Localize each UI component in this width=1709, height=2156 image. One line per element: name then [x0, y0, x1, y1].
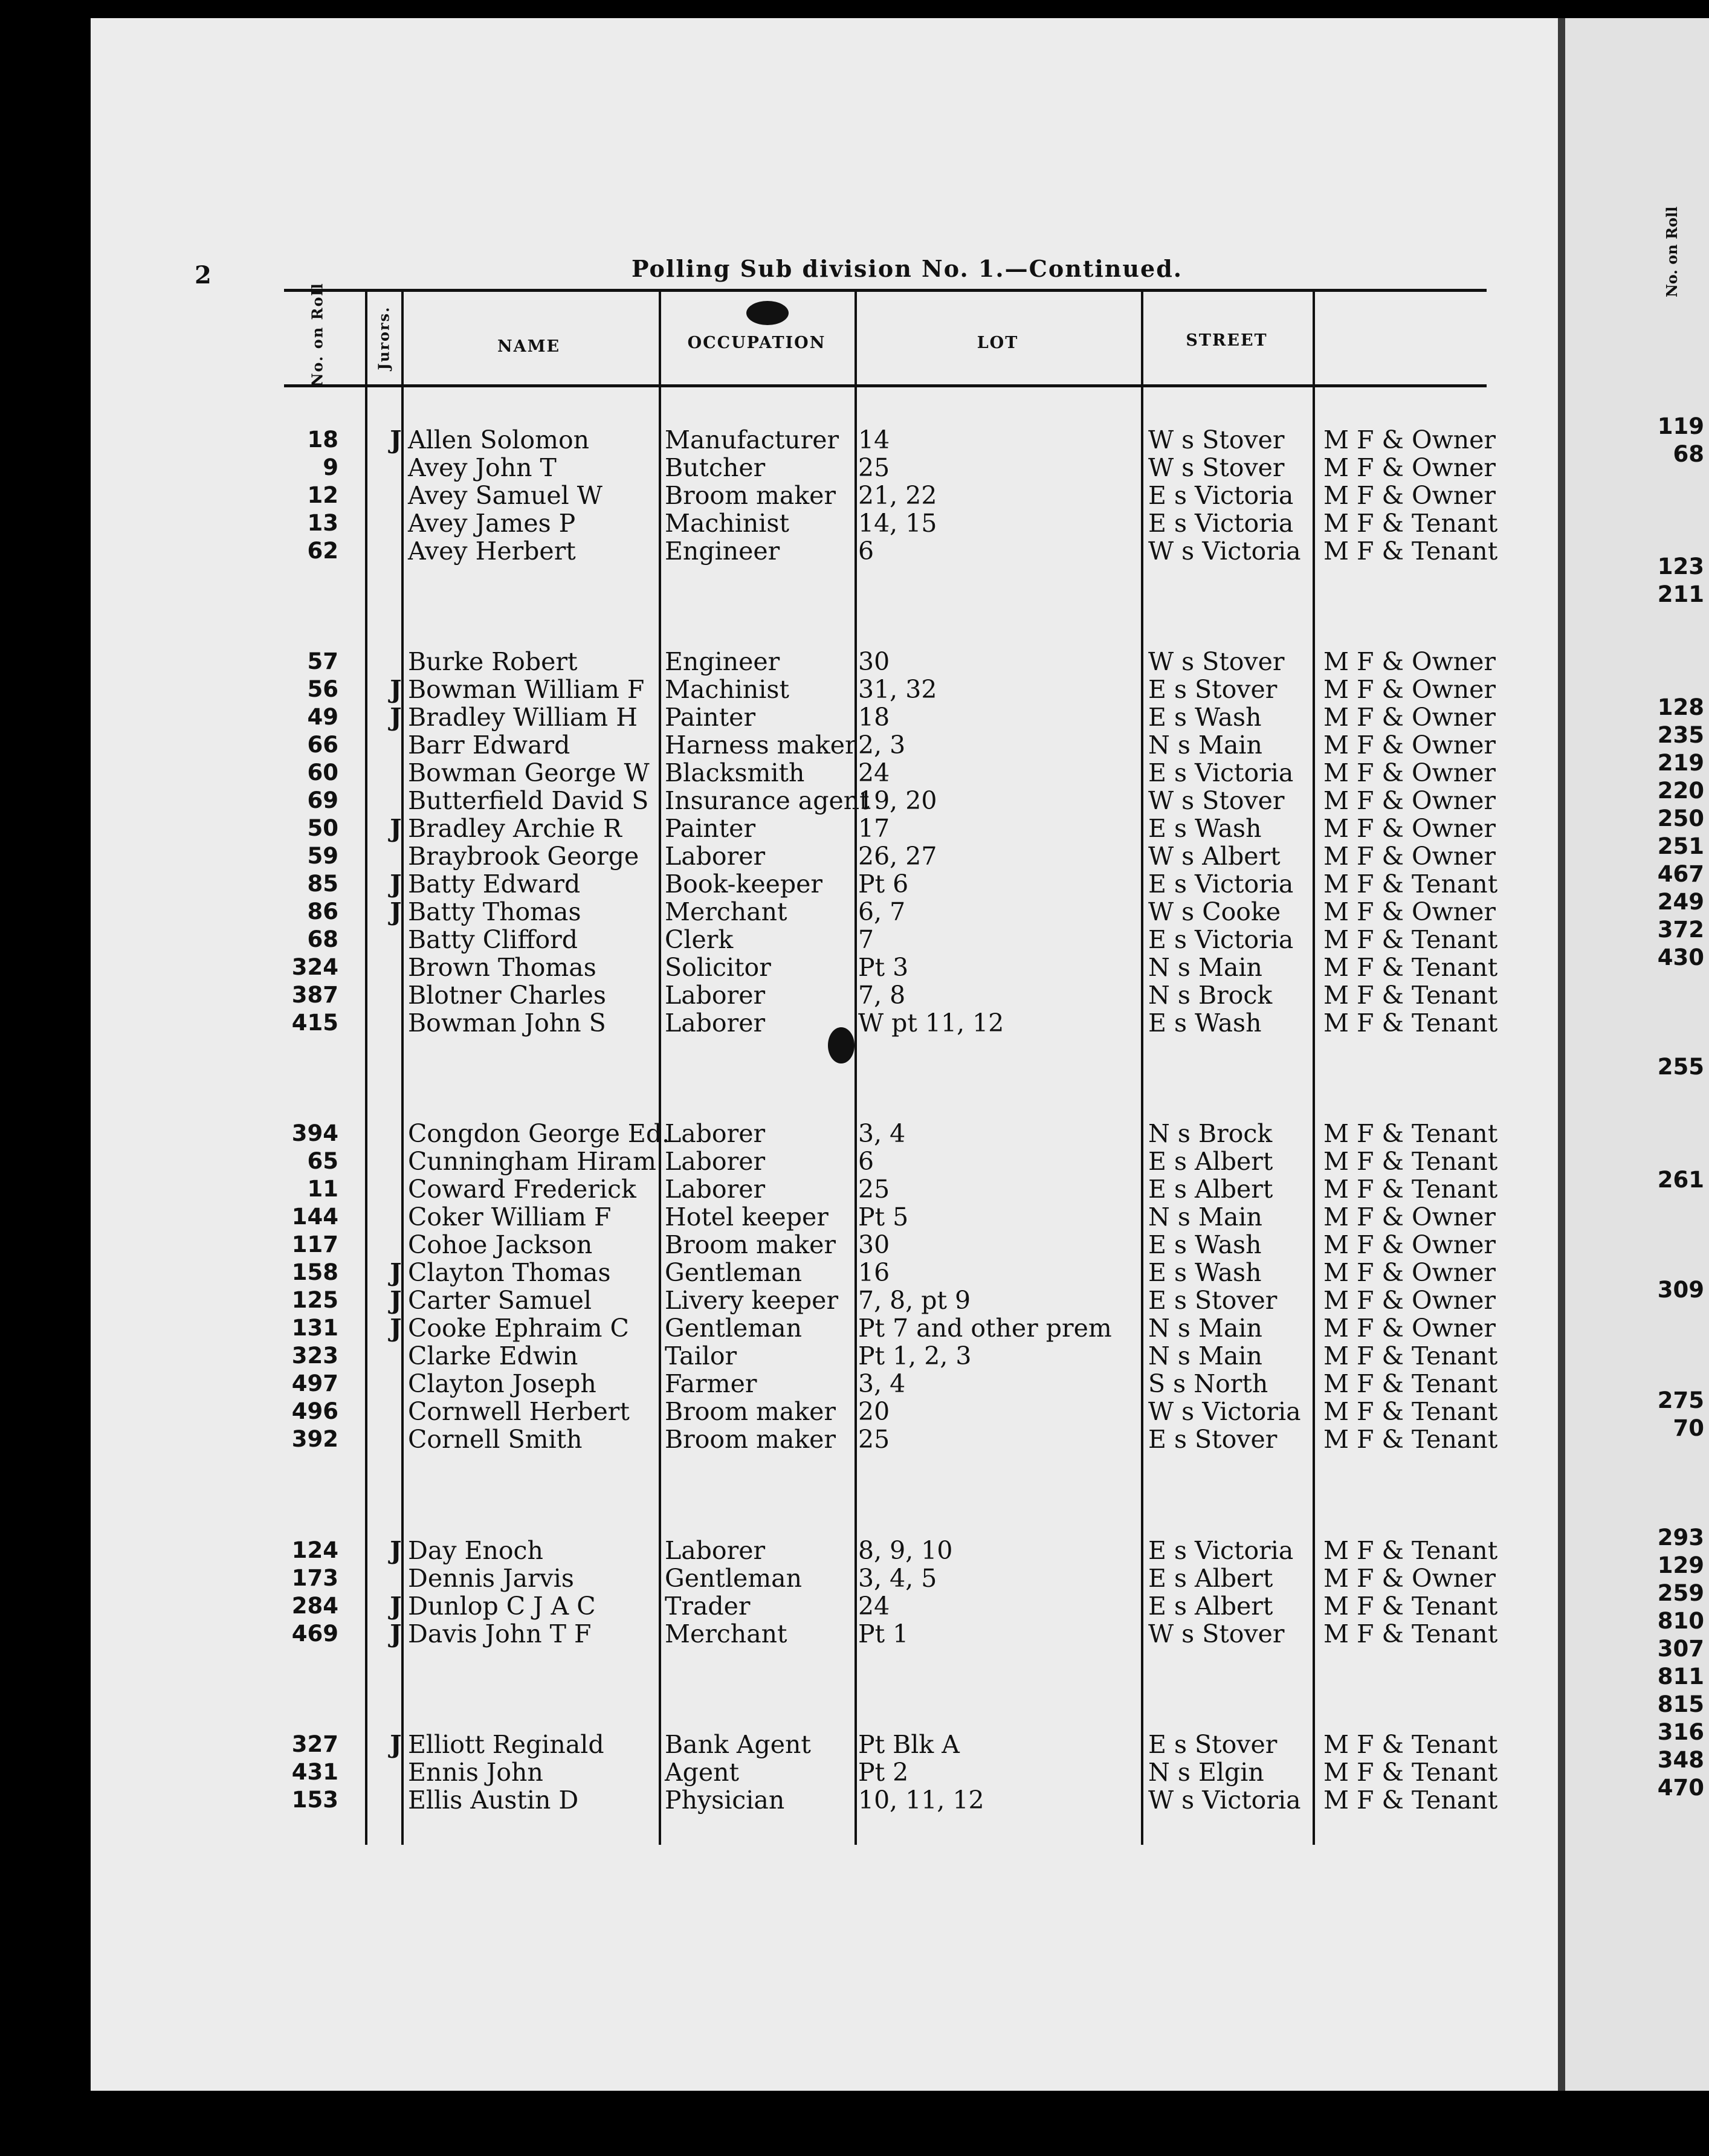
cell-street: E s Albert — [1148, 1147, 1273, 1176]
cell-qual: M F & Tenant — [1323, 1425, 1498, 1454]
cell-name: Cornell Smith — [408, 1425, 583, 1454]
cell-qual: M F & Tenant — [1323, 1341, 1498, 1370]
cell-lot: 31, 32 — [858, 675, 937, 704]
cell-name: Burke Robert — [408, 647, 578, 676]
cell-occ: Hotel keeper — [665, 1202, 829, 1231]
cell-qual: M F & Owner — [1323, 425, 1496, 454]
cell-qual: M F & Tenant — [1323, 1119, 1498, 1148]
cell-occ: Physician — [665, 1786, 785, 1815]
cell-street: W s Cooke — [1148, 897, 1281, 926]
right-page-roll-number: 128 — [1657, 694, 1704, 720]
cell-no: 65 — [307, 1148, 338, 1174]
header-street: STREET — [1186, 331, 1268, 350]
cell-lot: Pt 2 — [858, 1758, 909, 1787]
cell-qual: M F & Tenant — [1323, 953, 1498, 982]
cell-j: J — [390, 703, 402, 732]
cell-street: E s Albert — [1148, 1592, 1273, 1621]
cell-j: J — [390, 1314, 402, 1343]
right-page-roll-number: 250 — [1657, 805, 1704, 831]
cell-qual: M F & Owner — [1323, 897, 1496, 926]
right-page-roll-number: 68 — [1673, 441, 1704, 467]
right-page-roll-number: 129 — [1657, 1552, 1704, 1578]
cell-name: Bowman George W — [408, 758, 650, 787]
cell-lot: 30 — [858, 1230, 890, 1259]
cell-lot: 18 — [858, 703, 890, 732]
cell-qual: M F & Tenant — [1323, 1369, 1498, 1398]
cell-qual: M F & Tenant — [1323, 1730, 1498, 1759]
cell-name: Davis John T F — [408, 1619, 592, 1648]
cell-no: 9 — [323, 454, 338, 480]
cell-occ: Gentleman — [665, 1314, 803, 1343]
cell-qual: M F & Owner — [1323, 453, 1496, 482]
cell-lot: 25 — [858, 453, 890, 482]
cell-street: N s Brock — [1148, 981, 1273, 1010]
cell-occ: Agent — [665, 1758, 739, 1787]
cell-no: 68 — [307, 926, 338, 952]
cell-name: Clarke Edwin — [408, 1341, 578, 1370]
cell-no: 57 — [307, 648, 338, 674]
cell-occ: Broom maker — [665, 1425, 836, 1454]
cell-lot: 26, 27 — [858, 842, 937, 871]
right-page-roll-number: 251 — [1657, 833, 1704, 859]
cell-street: E s Victoria — [1148, 509, 1294, 538]
cell-name: Bradley William H — [408, 703, 638, 732]
cell-lot: 3, 4 — [858, 1119, 906, 1148]
cell-occ: Farmer — [665, 1369, 757, 1398]
cell-occ: Blacksmith — [665, 758, 805, 787]
cell-occ: Laborer — [665, 842, 766, 871]
cell-lot: 2, 3 — [858, 731, 906, 760]
cell-no: 13 — [307, 510, 338, 536]
cell-name: Clayton Thomas — [408, 1258, 611, 1287]
cell-name: Clayton Joseph — [408, 1369, 596, 1398]
cell-no: 497 — [291, 1370, 338, 1396]
cell-name: Blotner Charles — [408, 981, 606, 1010]
cell-name: Dennis Jarvis — [408, 1564, 574, 1593]
cell-j: J — [390, 1536, 402, 1565]
cell-j: J — [390, 1730, 402, 1759]
cell-lot: 3, 4 — [858, 1369, 906, 1398]
cell-occ: Gentleman — [665, 1258, 803, 1287]
cell-name: Elliott Reginald — [408, 1730, 604, 1759]
cell-qual: M F & Owner — [1323, 814, 1496, 843]
right-page-roll-number: 249 — [1657, 889, 1704, 915]
cell-lot: 7, 8, pt 9 — [858, 1286, 971, 1315]
cell-occ: Broom maker — [665, 1397, 836, 1426]
cell-name: Butterfield David S — [408, 786, 649, 815]
cell-street: E s Wash — [1148, 703, 1262, 732]
cell-lot: 30 — [858, 647, 890, 676]
cell-j: J — [390, 1592, 402, 1621]
cell-lot: Pt 3 — [858, 953, 909, 982]
cell-no: 12 — [307, 482, 338, 508]
cell-occ: Painter — [665, 703, 756, 732]
cell-qual: M F & Tenant — [1323, 1397, 1498, 1426]
cell-occ: Laborer — [665, 1536, 766, 1565]
right-page-roll-number: 70 — [1673, 1415, 1704, 1441]
cell-no: 323 — [291, 1343, 338, 1369]
cell-name: Braybrook George — [408, 842, 639, 871]
cell-no: 85 — [307, 871, 338, 897]
cell-j: J — [390, 1258, 402, 1287]
cell-name: Bowman John S — [408, 1009, 606, 1038]
cell-lot: Pt 6 — [858, 870, 909, 899]
cell-lot: 19, 20 — [858, 786, 937, 815]
cell-street: W s Albert — [1148, 842, 1281, 871]
cell-street: W s Stover — [1148, 1619, 1285, 1648]
cell-no: 117 — [291, 1231, 338, 1257]
cell-no: 415 — [291, 1010, 338, 1036]
cell-lot: 6, 7 — [858, 897, 906, 926]
cell-occ: Trader — [665, 1592, 751, 1621]
cell-qual: M F & Owner — [1323, 481, 1496, 510]
cell-j: J — [390, 814, 402, 843]
cell-lot: Pt 1 — [858, 1619, 909, 1648]
cell-name: Batty Edward — [408, 870, 581, 899]
right-page-roll-number: 309 — [1657, 1277, 1704, 1303]
cell-occ: Merchant — [665, 897, 787, 926]
cell-no: 62 — [307, 538, 338, 564]
cell-lot: 24 — [858, 758, 890, 787]
cell-qual: M F & Tenant — [1323, 1175, 1498, 1204]
right-page-roll-number: 348 — [1657, 1747, 1704, 1773]
cell-street: N s Main — [1148, 731, 1262, 760]
right-page-header-no-on-roll: No. on Roll — [1663, 206, 1681, 297]
right-page-roll-number: 123 — [1657, 554, 1704, 579]
cell-no: 153 — [291, 1787, 338, 1813]
cell-no: 327 — [291, 1731, 338, 1757]
cell-name: Cornwell Herbert — [408, 1397, 630, 1426]
right-page-roll-number: 259 — [1657, 1580, 1704, 1606]
cell-street: E s Victoria — [1148, 870, 1294, 899]
cell-lot: 10, 11, 12 — [858, 1786, 984, 1815]
cell-street: E s Victoria — [1148, 758, 1294, 787]
cell-occ: Laborer — [665, 1009, 766, 1038]
cell-name: Allen Solomon — [408, 425, 590, 454]
cell-name: Batty Thomas — [408, 897, 581, 926]
right-page-roll-number: 235 — [1657, 722, 1704, 748]
page-number: 2 — [195, 261, 212, 289]
cell-lot: W pt 11, 12 — [858, 1009, 1004, 1038]
right-page-roll-number: 316 — [1657, 1719, 1704, 1745]
cell-lot: Pt 5 — [858, 1202, 909, 1231]
cell-name: Avey John T — [408, 453, 557, 482]
cell-occ: Book-keeper — [665, 870, 822, 899]
cell-name: Bowman William F — [408, 675, 645, 704]
cell-lot: 7, 8 — [858, 981, 906, 1010]
cell-name: Coward Frederick — [408, 1175, 636, 1204]
cell-no: 392 — [291, 1426, 338, 1452]
cell-street: N s Elgin — [1148, 1758, 1264, 1787]
cell-no: 158 — [291, 1259, 338, 1285]
cell-no: 124 — [291, 1537, 338, 1563]
cell-street: W s Stover — [1148, 453, 1285, 482]
cell-no: 56 — [307, 676, 338, 702]
cell-street: E s Wash — [1148, 1258, 1262, 1287]
cell-occ: Laborer — [665, 1147, 766, 1176]
cell-qual: M F & Tenant — [1323, 537, 1498, 566]
cell-lot: 14, 15 — [858, 509, 937, 538]
cell-no: 469 — [291, 1621, 338, 1647]
cell-qual: M F & Owner — [1323, 1258, 1496, 1287]
cell-name: Cooke Ephraim C — [408, 1314, 629, 1343]
cell-name: Cunningham Hiram — [408, 1147, 656, 1176]
cell-qual: M F & Tenant — [1323, 925, 1498, 954]
cell-name: Avey Samuel W — [408, 481, 603, 510]
cell-street: E s Victoria — [1148, 1536, 1294, 1565]
cell-lot: 17 — [858, 814, 890, 843]
cell-lot: 16 — [858, 1258, 890, 1287]
cell-no: 49 — [307, 704, 338, 730]
cell-name: Bradley Archie R — [408, 814, 622, 843]
cell-no: 173 — [291, 1565, 338, 1591]
cell-occ: Laborer — [665, 1175, 766, 1204]
cell-street: N s Main — [1148, 1341, 1262, 1370]
right-page-roll-number: 293 — [1657, 1525, 1704, 1551]
cell-qual: M F & Owner — [1323, 647, 1496, 676]
cell-no: 50 — [307, 815, 338, 841]
cell-no: 394 — [291, 1120, 338, 1146]
cell-qual: M F & Tenant — [1323, 870, 1498, 899]
cell-name: Brown Thomas — [408, 953, 596, 982]
cell-street: E s Stover — [1148, 1425, 1278, 1454]
cell-name: Coker William F — [408, 1202, 612, 1231]
cell-qual: M F & Tenant — [1323, 1619, 1498, 1648]
right-page-roll-number: 211 — [1657, 581, 1704, 607]
cell-occ: Tailor — [665, 1341, 737, 1370]
cell-street: E s Albert — [1148, 1564, 1273, 1593]
cell-occ: Gentleman — [665, 1564, 803, 1593]
cell-lot: Pt 7 and other prem — [858, 1314, 1112, 1343]
cell-occ: Solicitor — [665, 953, 771, 982]
cell-street: E s Wash — [1148, 814, 1262, 843]
cell-lot: 20 — [858, 1397, 890, 1426]
cell-qual: M F & Owner — [1323, 1286, 1496, 1315]
cell-lot: 14 — [858, 425, 890, 454]
right-page-roll-number: 119 — [1657, 413, 1704, 439]
cell-street: N s Main — [1148, 1202, 1262, 1231]
cell-occ: Bank Agent — [665, 1730, 811, 1759]
cell-occ: Laborer — [665, 981, 766, 1010]
cell-no: 144 — [291, 1204, 338, 1230]
cell-occ: Manufacturer — [665, 425, 839, 454]
cell-lot: Pt 1, 2, 3 — [858, 1341, 972, 1370]
header-no-on-roll: No. on Roll — [308, 282, 326, 387]
header-name: NAME — [497, 337, 561, 356]
cell-j: J — [390, 897, 402, 926]
cell-name: Dunlop C J A C — [408, 1592, 596, 1621]
cell-occ: Butcher — [665, 453, 766, 482]
cell-name: Congdon George Ed. — [408, 1119, 670, 1148]
cell-name: Avey James P — [408, 509, 576, 538]
cell-lot: 6 — [858, 537, 874, 566]
cell-occ: Engineer — [665, 647, 780, 676]
right-page-roll-number: 307 — [1657, 1636, 1704, 1662]
right-page-roll-number: 255 — [1657, 1054, 1704, 1080]
cell-lot: 6 — [858, 1147, 874, 1176]
cell-qual: M F & Tenant — [1323, 1592, 1498, 1621]
cell-j: J — [390, 1286, 402, 1315]
cell-occ: Machinist — [665, 509, 789, 538]
cell-no: 60 — [307, 760, 338, 786]
right-page-roll-number: 811 — [1657, 1664, 1704, 1690]
cell-qual: M F & Owner — [1323, 1230, 1496, 1259]
cell-street: E s Wash — [1148, 1230, 1262, 1259]
cell-no: 284 — [291, 1593, 338, 1619]
right-page-roll-number: 220 — [1657, 778, 1704, 804]
cell-qual: M F & Tenant — [1323, 1786, 1498, 1815]
cell-occ: Insurance agent — [665, 786, 870, 815]
cell-name: Avey Herbert — [408, 537, 576, 566]
cell-lot: Pt Blk A — [858, 1730, 960, 1759]
cell-street: E s Victoria — [1148, 481, 1294, 510]
cell-qual: M F & Owner — [1323, 758, 1496, 787]
cell-name: Batty Clifford — [408, 925, 578, 954]
right-page-roll-number: 430 — [1657, 944, 1704, 970]
right-page-roll-number: 261 — [1657, 1167, 1704, 1193]
cell-occ: Broom maker — [665, 481, 836, 510]
cell-name: Carter Samuel — [408, 1286, 592, 1315]
cell-no: 387 — [291, 982, 338, 1008]
cell-qual: M F & Owner — [1323, 1564, 1496, 1593]
right-page-roll-number: 275 — [1657, 1387, 1704, 1413]
cell-name: Barr Edward — [408, 731, 570, 760]
cell-no: 69 — [307, 787, 338, 813]
cell-lot: 3, 4, 5 — [858, 1564, 937, 1593]
cell-qual: M F & Owner — [1323, 675, 1496, 704]
cell-street: E s Stover — [1148, 1730, 1278, 1759]
cell-qual: M F & Owner — [1323, 842, 1496, 871]
header-occupation: OCCUPATION — [687, 334, 826, 352]
cell-street: W s Stover — [1148, 786, 1285, 815]
cell-no: 324 — [291, 954, 338, 980]
cell-occ: Merchant — [665, 1619, 787, 1648]
cell-qual: M F & Owner — [1323, 731, 1496, 760]
right-page-roll-number: 467 — [1657, 861, 1704, 887]
cell-no: 86 — [307, 899, 338, 925]
cell-street: N s Brock — [1148, 1119, 1273, 1148]
cell-lot: 25 — [858, 1175, 890, 1204]
cell-lot: 21, 22 — [858, 481, 937, 510]
cell-qual: M F & Owner — [1323, 786, 1496, 815]
cell-street: W s Victoria — [1148, 537, 1301, 566]
cell-street: S s North — [1148, 1369, 1268, 1398]
cell-lot: 7 — [858, 925, 874, 954]
cell-name: Ennis John — [408, 1758, 543, 1787]
cell-no: 431 — [291, 1759, 338, 1785]
cell-street: N s Main — [1148, 953, 1262, 982]
cell-occ: Painter — [665, 814, 756, 843]
cell-no: 18 — [307, 427, 338, 453]
cell-qual: M F & Tenant — [1323, 1009, 1498, 1038]
cell-no: 125 — [291, 1287, 338, 1313]
cell-name: Ellis Austin D — [408, 1786, 579, 1815]
cell-no: 59 — [307, 843, 338, 869]
cell-lot: 25 — [858, 1425, 890, 1454]
cell-street: N s Main — [1148, 1314, 1262, 1343]
header-lot: LOT — [977, 334, 1019, 352]
page-title: Polling Sub division No. 1.—Continued. — [632, 255, 1183, 282]
cell-qual: M F & Owner — [1323, 1202, 1496, 1231]
right-page-roll-number: 810 — [1657, 1608, 1704, 1634]
cell-street: E s Victoria — [1148, 925, 1294, 954]
cell-name: Cohoe Jackson — [408, 1230, 593, 1259]
right-page-roll-number: 372 — [1657, 917, 1704, 943]
cell-street: W s Victoria — [1148, 1397, 1301, 1426]
cell-lot: 24 — [858, 1592, 890, 1621]
cell-street: E s Albert — [1148, 1175, 1273, 1204]
right-page-roll-number: 219 — [1657, 750, 1704, 776]
cell-no: 496 — [291, 1398, 338, 1424]
cell-occ: Livery keeper — [665, 1286, 839, 1315]
cell-j: J — [390, 425, 402, 454]
cell-street: E s Stover — [1148, 1286, 1278, 1315]
cell-j: J — [390, 675, 402, 704]
cell-occ: Engineer — [665, 537, 780, 566]
cell-street: W s Stover — [1148, 425, 1285, 454]
cell-occ: Laborer — [665, 1119, 766, 1148]
cell-lot: 8, 9, 10 — [858, 1536, 953, 1565]
cell-qual: M F & Tenant — [1323, 509, 1498, 538]
cell-qual: M F & Owner — [1323, 1314, 1496, 1343]
cell-qual: M F & Owner — [1323, 703, 1496, 732]
cell-qual: M F & Tenant — [1323, 1758, 1498, 1787]
cell-qual: M F & Tenant — [1323, 1536, 1498, 1565]
cell-name: Day Enoch — [408, 1536, 543, 1565]
cell-no: 11 — [307, 1176, 338, 1202]
cell-no: 131 — [291, 1315, 338, 1341]
cell-j: J — [390, 870, 402, 899]
cell-occ: Broom maker — [665, 1230, 836, 1259]
right-page-roll-number: 815 — [1657, 1691, 1704, 1717]
cell-street: E s Stover — [1148, 675, 1278, 704]
right-page-roll-number: 470 — [1657, 1775, 1704, 1801]
cell-occ: Machinist — [665, 675, 789, 704]
cell-street: W s Stover — [1148, 647, 1285, 676]
cell-occ: Harness maker — [665, 731, 857, 760]
cell-occ: Clerk — [665, 925, 734, 954]
cell-qual: M F & Tenant — [1323, 981, 1498, 1010]
cell-qual: M F & Tenant — [1323, 1147, 1498, 1176]
header-jurors: Jurors. — [375, 306, 393, 370]
cell-street: W s Victoria — [1148, 1786, 1301, 1815]
cell-no: 66 — [307, 732, 338, 758]
cell-j: J — [390, 1619, 402, 1648]
cell-street: E s Wash — [1148, 1009, 1262, 1038]
